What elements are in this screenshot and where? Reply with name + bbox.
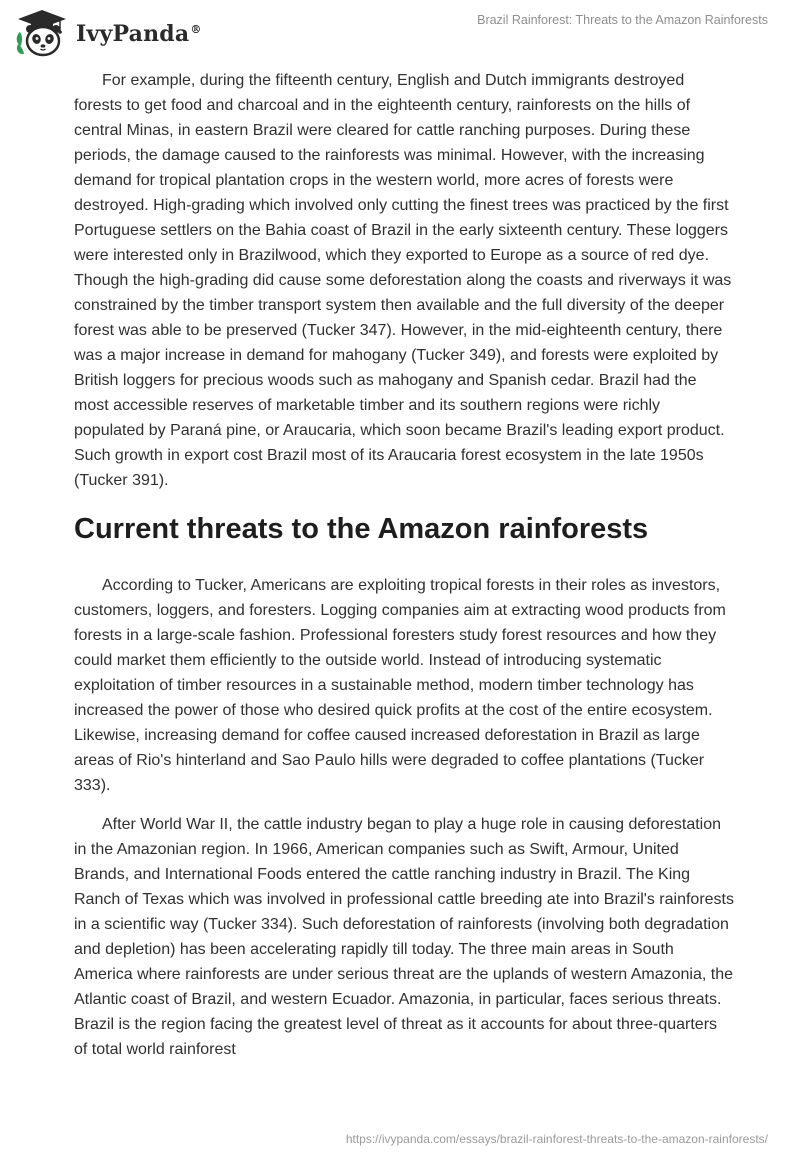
paragraph: According to Tucker, Americans are exploiting tropical forests in their roles as investors, customers, loggers, and foresters. Logging companies aim at extracting wood products from forests in a large-scale fashion. Professional foresters study forest resources and how they could market them efficiently to the outside world. Instead of introducing systematic exploitation of timber resources in a sustainable method, modern timber technology has increased the power of those who desired quick profits at the cost of the entire ecosystem. Likewise, increasing demand for coffee caused increased deforestation in Brazil as large areas of Rio's hinterland and Sao Paulo hills were degraded to coffee plantations (Tucker 333). <box>74 577 726 794</box>
essay-body <box>74 68 734 1076</box>
brand-logo[interactable] <box>14 8 202 58</box>
page-header <box>0 0 800 70</box>
source-url[interactable]: https://ivypanda.com/essays/brazil-rainforest-threats-to-the-amazon-rainforests/ <box>345 1132 768 1146</box>
paragraph: After World War II, the cattle industry began to play a huge role in causing deforestation in the Amazonian region. In 1966, American companies such as Swift, Armour, United Brands, and International Foods entered the cattle ranching industry in Brazil. The King Ranch of Texas which was involved in professional cattle breeding ate into Brazil's rainforests in a scientific way (Tucker 334). Such deforestation of rainforests (involving both degradation and depletion) has been accelerating rapidly till today. The three main areas in South America where rainforests are under serious threat are the uplands of western Amazonia, the Atlantic coast of Brazil, and western Ecuador. Amazonia, in particular, faces serious threats. Brazil is the region facing the greatest level of threat as it accounts for about three-quarters of total world rainforest <box>74 816 734 1058</box>
paragraph: For example, during the fifteenth century, English and Dutch immigrants destroyed forests to get food and charcoal and in the eighteenth century, rainforests on the hills of central Minas, in eastern Brazil were cleared for cattle ranching purposes. During these periods, the damage caused to the rainforests was minimal. However, with the increasing demand for tropical plantation crops in the western world, more acres of forests were destroyed. High-grading which involved only cutting the finest trees was practiced by the first Portuguese settlers on the Bahia coast of Brazil in the early sixteenth century. These loggers were interested only in Brazilwood, which they exported to Europe as a source of red dye. Though the high-grading did cause some deforestation along the coasts and riverways it was constrained by the timber transport system then available and the full diversity of the deeper forest was able to be preserved (Tucker 347). However, in the mid-eighteenth century, there was a major increase in demand for mahogany (Tucker 349), and forests were exploited by British loggers for precious woods such as mahogany and Spanish cedar. Brazil had the most accessible reserves of marketable timber and its southern regions were richly populated by Paraná pine, or Araucaria, which soon became Brazil's leading export product. Such growth in export cost Brazil most of its Araucaria forest ecosystem in the late 1950s (Tucker 391). <box>74 72 732 489</box>
panda-graduate-icon <box>14 8 70 58</box>
section-heading: Current threats to the Amazon rainforests <box>74 513 649 545</box>
brand-name: IvyPanda® <box>76 21 202 47</box>
document-title: Brazil Rainforest: Threats to the Amazon Rainforests <box>477 13 768 27</box>
